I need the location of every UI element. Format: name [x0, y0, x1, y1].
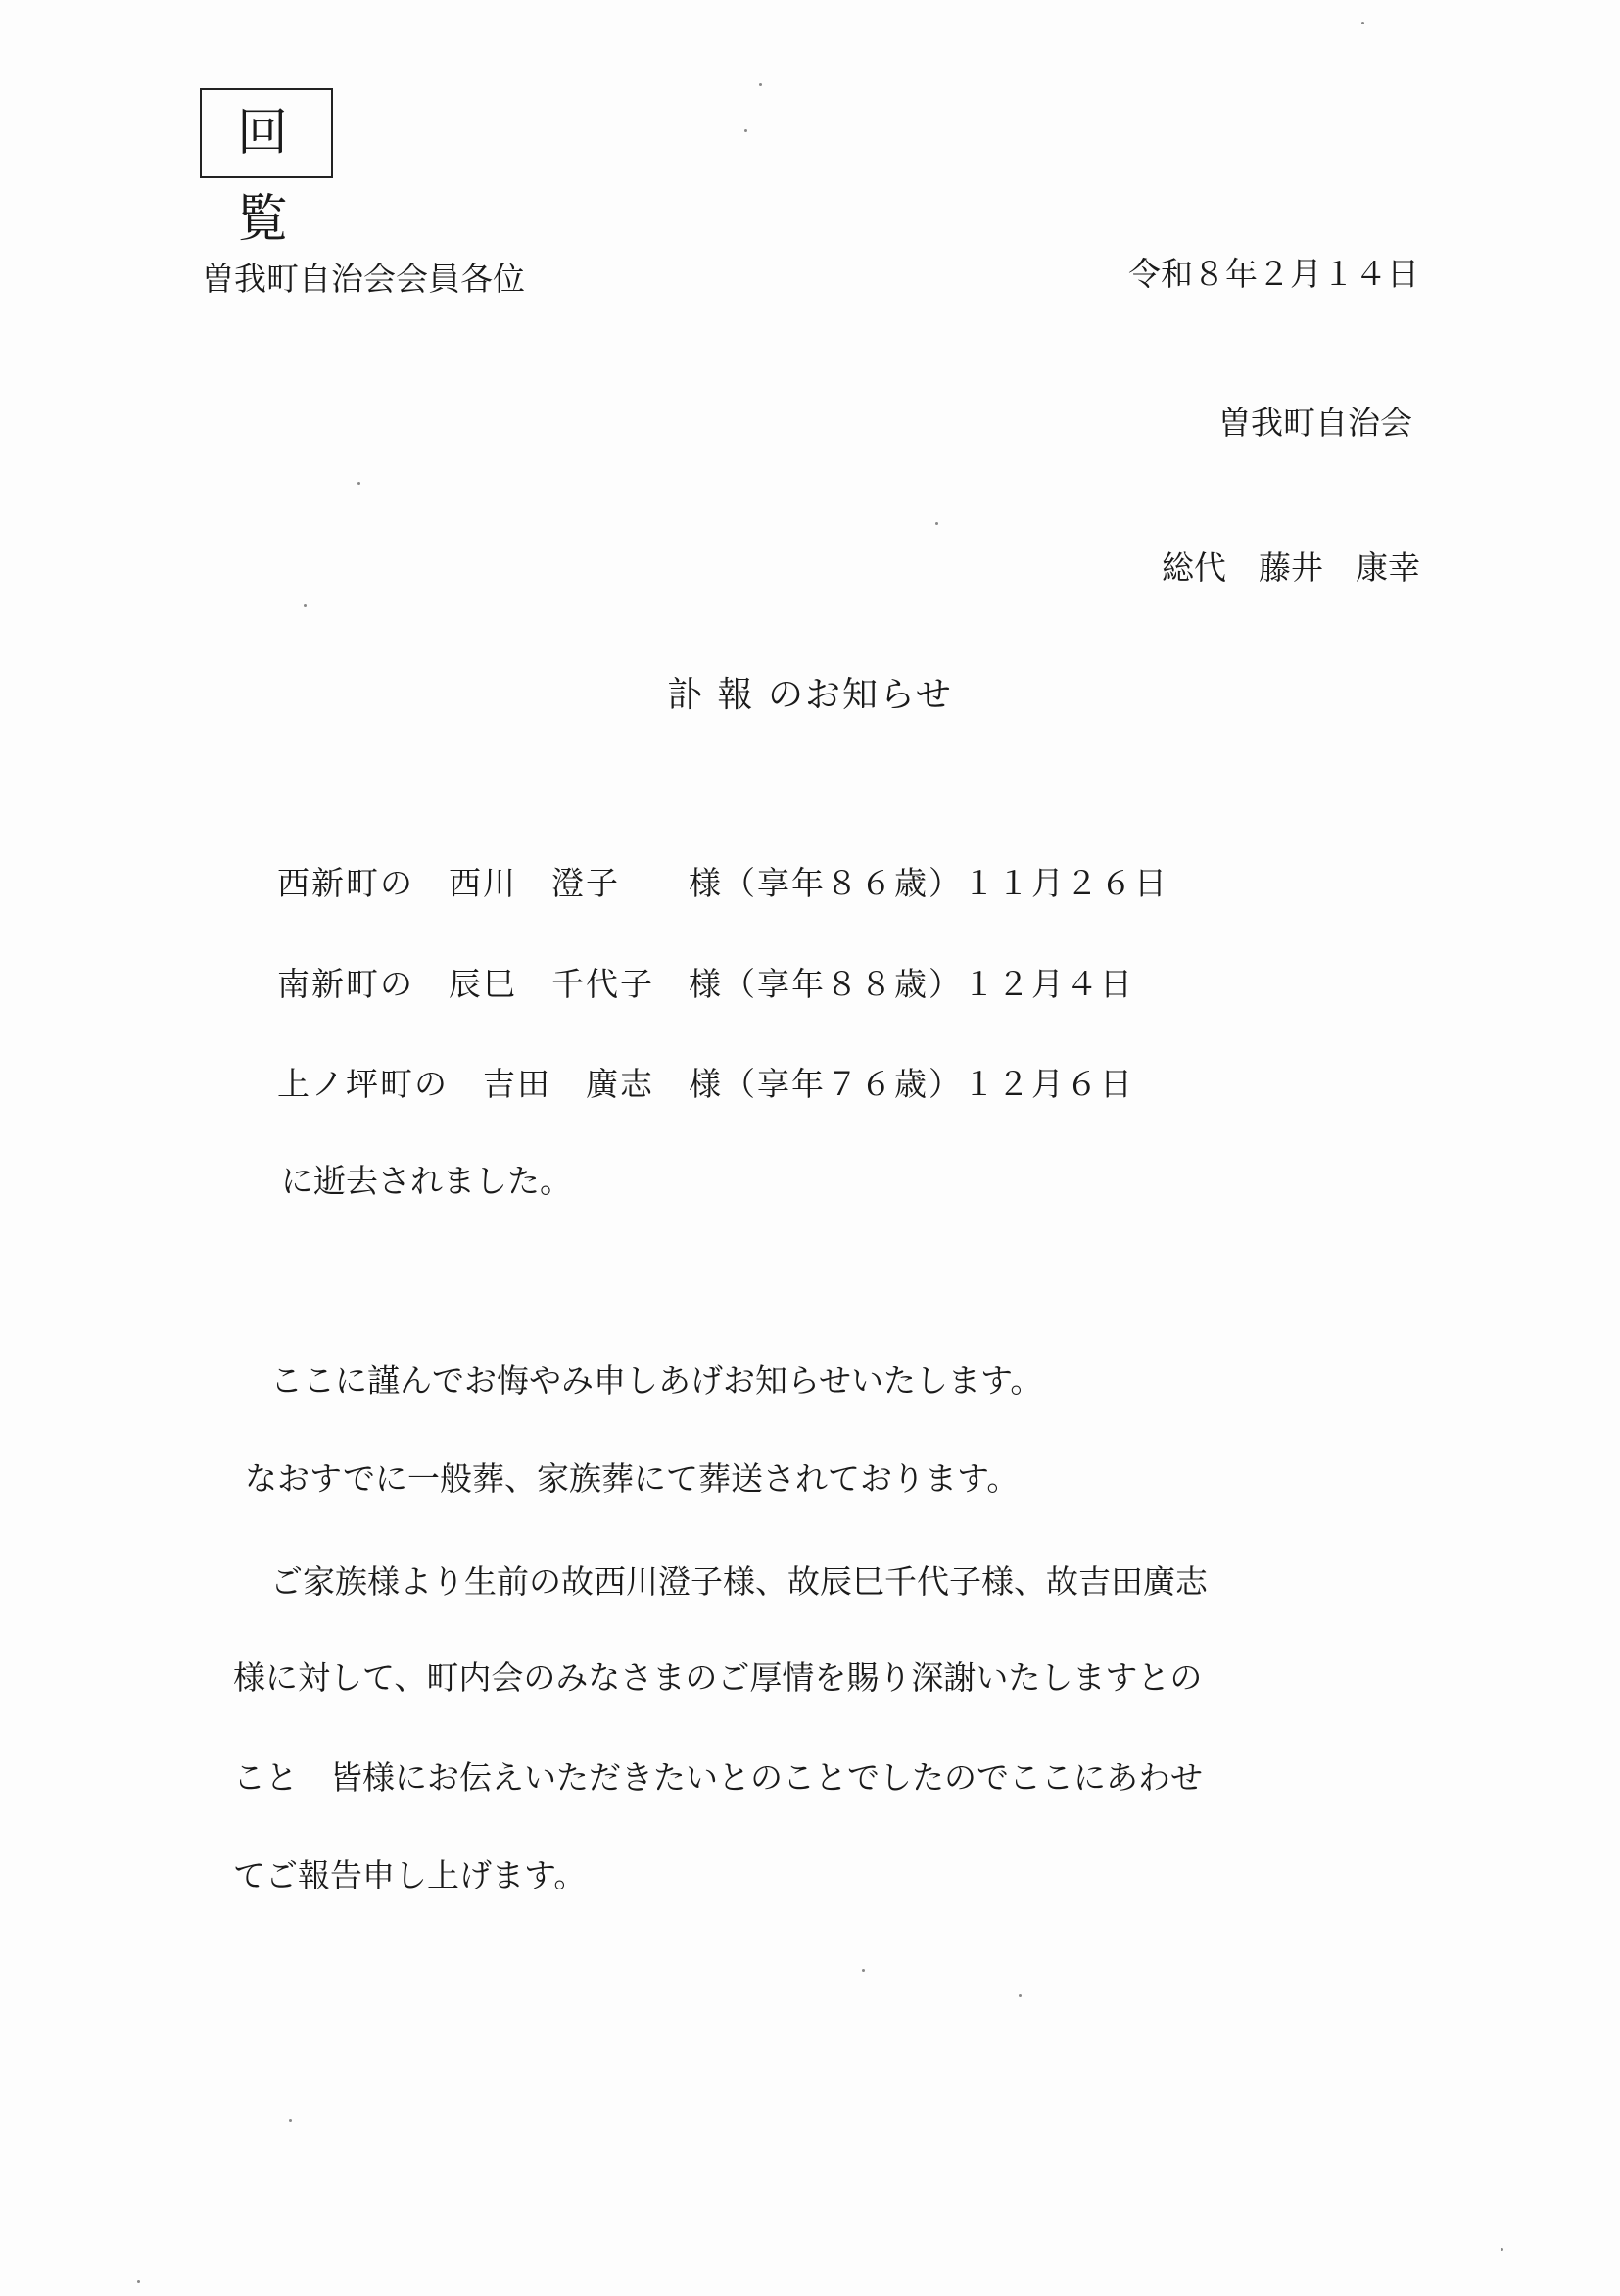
deceased-entry: 西新町の 西川 澄子 様（享年８６歳）１１月２６日 — [277, 864, 1168, 902]
issuing-organization: 曽我町自治会 — [1218, 404, 1412, 442]
body-line: なおすでに一般葬、家族葬にて葬送されております。 — [245, 1459, 1020, 1498]
deceased-entry: 南新町の 辰巳 千代子 様（享年８８歳）１２月４日 — [277, 965, 1134, 1003]
scan-speck — [1361, 22, 1364, 24]
addressee: 曽我町自治会会員各位 — [202, 260, 525, 298]
scan-speck — [862, 1969, 865, 1972]
scan-speck — [744, 129, 747, 132]
issue-date: 令和８年２月１４日 — [1128, 255, 1419, 293]
body-line: ここに謹んでお悔やみ申しあげお知らせいたします。 — [270, 1362, 1043, 1400]
scan-speck — [304, 604, 307, 607]
document-title: 訃 報 のお知らせ — [667, 675, 953, 715]
body-line: こと 皆様にお伝えいただきたいとのことでしたのでここにあわせ — [233, 1758, 1203, 1796]
deceased-entry: 上ノ坪町の 吉田 廣志 様（享年７６歳）１２月６日 — [277, 1065, 1134, 1103]
circulation-stamp: 回 覧 — [200, 88, 333, 178]
scan-speck — [1501, 2248, 1503, 2251]
scan-speck — [137, 2280, 140, 2283]
passed-away-line: に逝去されました。 — [281, 1162, 572, 1200]
scan-speck — [289, 2119, 292, 2122]
scan-speck — [935, 522, 938, 525]
scan-speck — [759, 83, 762, 86]
representative-name: 総代 藤井 康幸 — [1162, 549, 1420, 587]
scan-speck — [357, 482, 360, 485]
scan-speck — [1019, 1994, 1022, 1997]
body-line: てご報告申し上げます。 — [233, 1856, 587, 1894]
body-line: 様に対して、町内会のみなさまのご厚情を賜り深謝いたしますとの — [233, 1658, 1203, 1697]
body-line: ご家族様より生前の故西川澄子様、故辰巳千代子様、故吉田廣志 — [270, 1562, 1208, 1601]
